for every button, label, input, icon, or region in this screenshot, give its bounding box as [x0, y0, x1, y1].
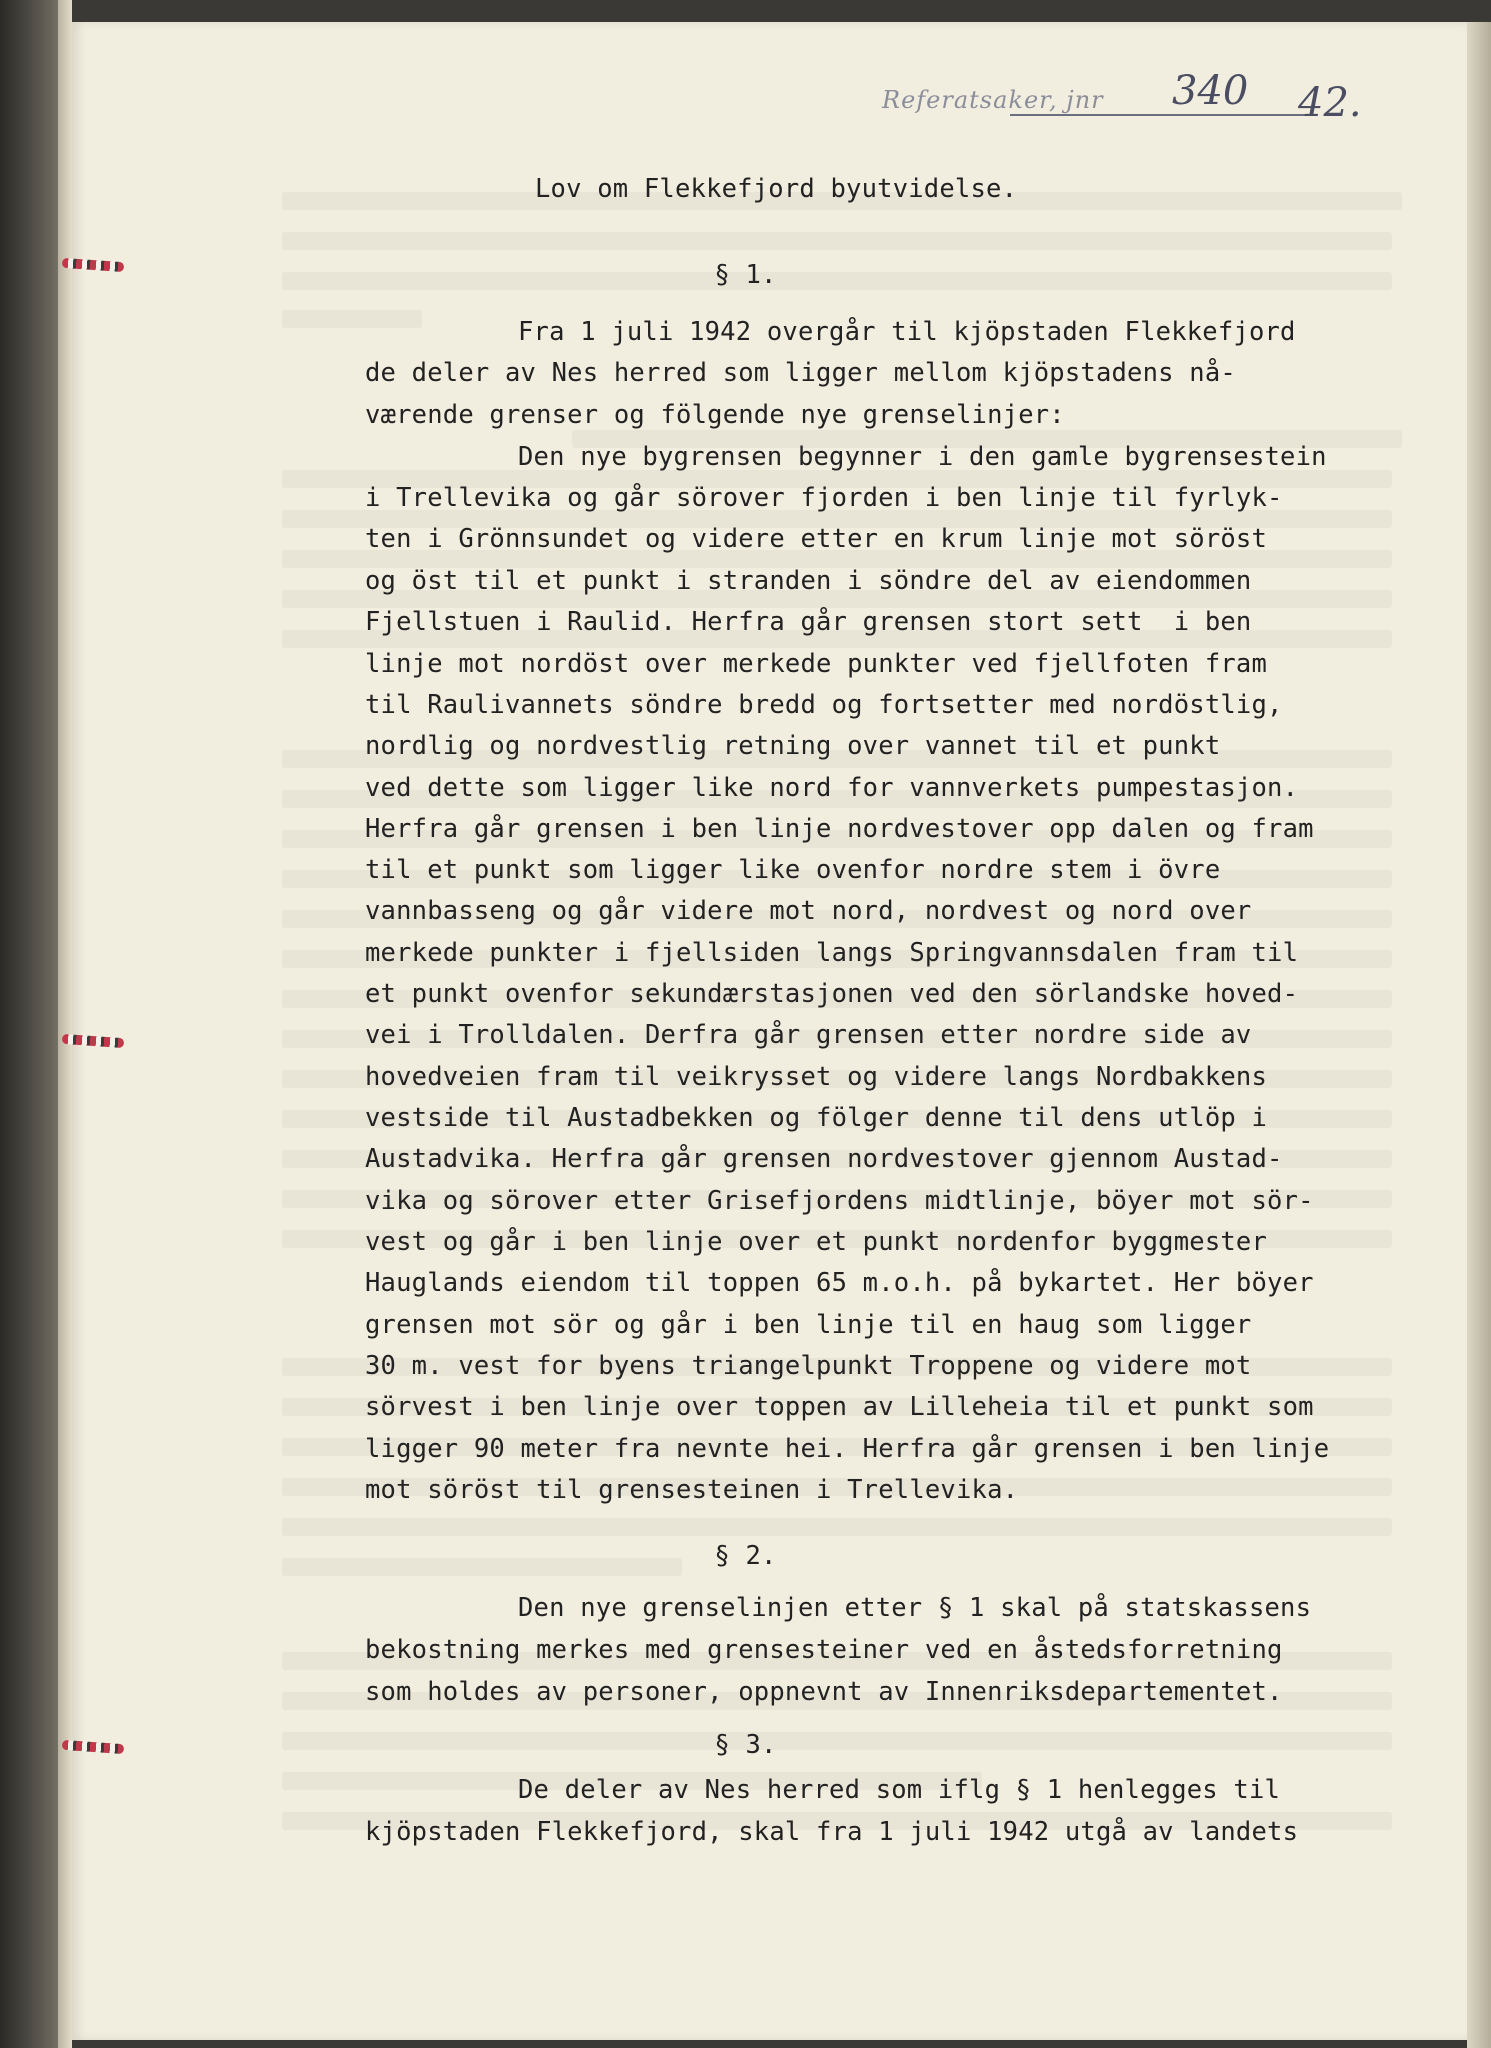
- text-line: ten i Grönnsundet og videre etter en krum linje mot söröst: [365, 524, 1268, 554]
- text-line: vestside til Austadbekken og fölger denne til dens utlöp i: [365, 1103, 1268, 1133]
- text-line: og öst til et punkt i stranden i söndre del av eiendommen: [365, 566, 1252, 596]
- page-number: 42.: [1298, 80, 1362, 126]
- text-line: De deler av Nes herred som iflg § 1 henlegges til: [518, 1775, 1281, 1805]
- text-line: Den nye bygrensen begynner i den gamle bygrensestein: [518, 442, 1327, 472]
- text-line: 30 m. vest for byens triangelpunkt Troppene og videre mot: [365, 1351, 1252, 1381]
- text-line: vest og går i ben linje over et punkt nordenfor byggmester: [365, 1227, 1268, 1257]
- text-line: til Raulivannets söndre bredd og fortsetter med nordöstlig,: [365, 690, 1283, 720]
- section-2-heading: § 2.: [714, 1541, 777, 1571]
- text-line: Herfra går grensen i ben linje nordvestover opp dalen og fram: [365, 814, 1314, 844]
- document-title: Lov om Flekkefjord byutvidelse.: [535, 174, 1018, 204]
- text-line: hovedveien fram til veikrysset og videre langs Nordbakkens: [365, 1062, 1268, 1092]
- text-line: værende grenser og fölgende nye grenselinjer:: [365, 400, 1065, 430]
- section-1-heading: § 1.: [714, 260, 777, 290]
- folio-number: 340: [1172, 68, 1249, 114]
- text-line: et punkt ovenfor sekundærstasjonen ved den sörlandske hoved-: [365, 979, 1299, 1009]
- archive-label: Referatsaker, jnr: [882, 86, 1104, 114]
- text-line: mot söröst til grensesteinen i Trellevika.: [365, 1475, 1019, 1505]
- text-line: merkede punkter i fjellsiden langs Springvannsdalen fram til: [365, 938, 1299, 968]
- text-line: vei i Trolldalen. Derfra går grensen etter nordre side av: [365, 1020, 1252, 1050]
- text-line: nordlig og nordvestlig retning over vannet til et punkt: [365, 731, 1221, 761]
- text-line: grensen mot sör og går i ben linje til en haug som ligger: [365, 1310, 1252, 1340]
- text-line: ved dette som ligger like nord for vannverkets pumpestasjon.: [365, 773, 1299, 803]
- text-line: de deler av Nes herred som ligger mellom kjöpstadens nå-: [365, 358, 1236, 388]
- text-line: linje mot nordöst over merkede punkter ved fjellfoten fram: [365, 649, 1268, 679]
- text-line: Fjellstuen i Raulid. Herfra går grensen stort sett i ben: [365, 607, 1252, 637]
- text-line: vika og sörover etter Grisefjordens midtlinje, böyer mot sör-: [365, 1186, 1314, 1216]
- text-line: Fra 1 juli 1942 overgår til kjöpstaden Flekkefjord: [518, 317, 1296, 347]
- text-line: bekostning merkes med grensesteiner ved en åstedsforretning: [365, 1635, 1283, 1665]
- text-line: sörvest i ben linje over toppen av Lilleheia til et punkt som: [365, 1392, 1314, 1422]
- text-line: vannbasseng og går videre mot nord, nordvest og nord over: [365, 896, 1252, 926]
- section-3-heading: § 3.: [714, 1730, 777, 1760]
- text-line: i Trellevika og går sörover fjorden i ben linje til fyrlyk-: [365, 483, 1283, 513]
- text-line: som holdes av personer, oppnevnt av Innenriksdepartementet.: [365, 1677, 1283, 1707]
- text-line: Hauglands eiendom til toppen 65 m.o.h. på bykartet. Her böyer: [365, 1268, 1314, 1298]
- text-line: kjöpstaden Flekkefjord, skal fra 1 juli 1942 utgå av landets: [365, 1817, 1299, 1847]
- text-line: til et punkt som ligger like ovenfor nordre stem i övre: [365, 855, 1221, 885]
- text-line: Den nye grenselinjen etter § 1 skal på statskassens: [518, 1593, 1312, 1623]
- text-line: ligger 90 meter fra nevnte hei. Herfra går grensen i ben linje: [365, 1434, 1330, 1464]
- text-line: Austadvika. Herfra går grensen nordvestover gjennom Austad-: [365, 1144, 1283, 1174]
